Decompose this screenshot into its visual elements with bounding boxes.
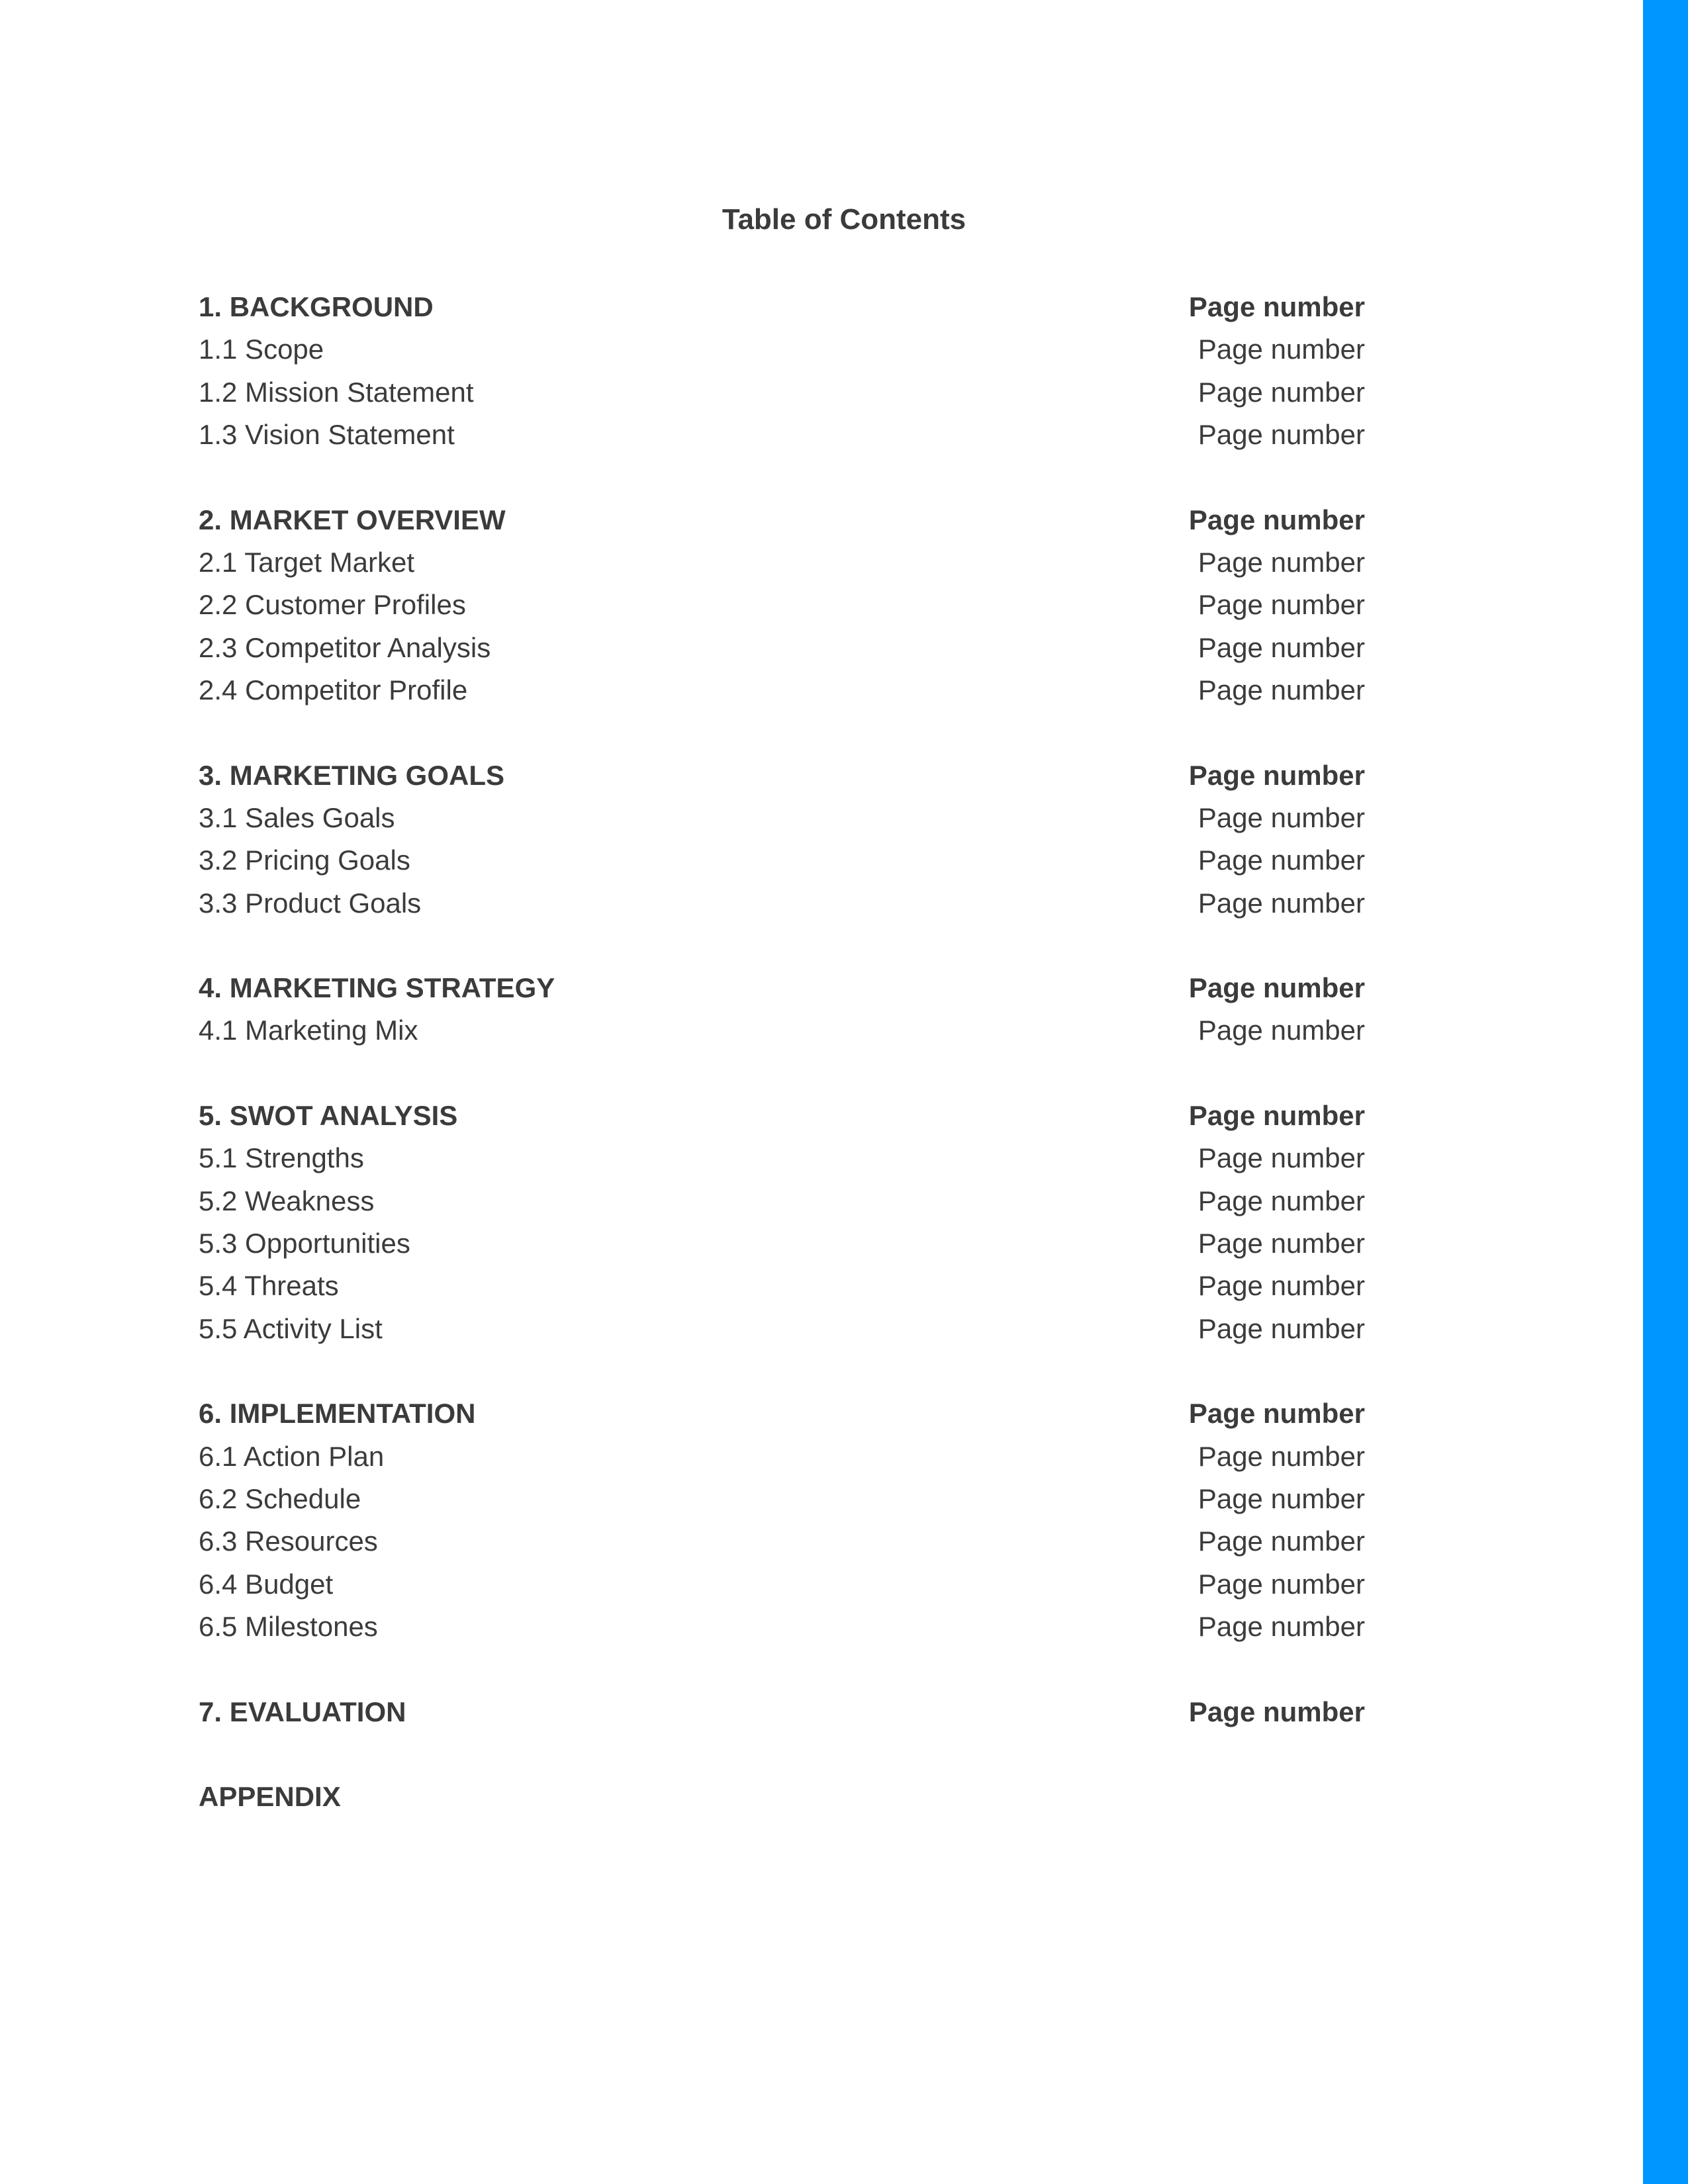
toc-entry[interactable] — [199, 1180, 1365, 1222]
accent-sidebar-bar — [1643, 0, 1688, 2184]
toc-entry[interactable] — [199, 797, 1365, 839]
toc-entry[interactable] — [199, 414, 1365, 456]
entry-label: 2.4 Competitor Profile — [199, 674, 468, 706]
entry-label: 5.3 Opportunities — [199, 1228, 410, 1259]
section-heading-label: 1. BACKGROUND — [199, 291, 434, 322]
entry-label: 5.1 Strengths — [199, 1142, 364, 1174]
page-title — [0, 199, 1688, 241]
toc-entry[interactable] — [199, 1265, 1365, 1307]
entry-label: 3.1 Sales Goals — [199, 801, 395, 833]
toc-section — [199, 1095, 1365, 1350]
toc-section — [199, 754, 1365, 925]
page-number: Page number — [1197, 1482, 1365, 1514]
entry-label: 1.1 Scope — [199, 334, 324, 365]
section-heading-label: 7. EVALUATION — [199, 1696, 406, 1727]
page-number: Page number — [1197, 844, 1365, 876]
toc-section-heading[interactable] — [199, 286, 1365, 328]
toc-section — [199, 1392, 1365, 1648]
page-number: Page number — [1197, 1525, 1365, 1557]
toc-entry[interactable] — [199, 882, 1365, 925]
page-number: Page number — [1197, 1270, 1365, 1302]
entry-label: 1.3 Vision Statement — [199, 419, 455, 451]
entry-label: 2.1 Target Market — [199, 546, 415, 578]
section-heading-label: 5. SWOT ANALYSIS — [199, 1099, 458, 1131]
section-heading-label: APPENDIX — [199, 1780, 341, 1812]
page-number: Page number — [1197, 1185, 1365, 1216]
toc-entry[interactable] — [199, 669, 1365, 711]
entry-label: 3.2 Pricing Goals — [199, 844, 410, 876]
entry-label: 3.3 Product Goals — [199, 887, 422, 919]
toc-section-heading[interactable] — [199, 1095, 1365, 1137]
toc-entry[interactable] — [199, 1137, 1365, 1179]
toc-section — [199, 1776, 1365, 1818]
toc-entry[interactable] — [199, 1478, 1365, 1520]
page-number: Page number — [1197, 546, 1365, 578]
page-number: Page number — [1197, 589, 1365, 621]
toc-section-heading[interactable] — [199, 1392, 1365, 1435]
section-heading-label: 3. MARKETING GOALS — [199, 759, 505, 791]
page-number: Page number — [1188, 759, 1365, 791]
page-number: Page number — [1197, 631, 1365, 663]
entry-label: 2.2 Customer Profiles — [199, 589, 466, 621]
page-number: Page number — [1188, 972, 1365, 1004]
toc-entry[interactable] — [199, 371, 1365, 414]
toc-section — [199, 286, 1365, 457]
page-number: Page number — [1197, 1015, 1365, 1046]
entry-label: 6.2 Schedule — [199, 1482, 361, 1514]
toc-entry[interactable] — [199, 1435, 1365, 1478]
page-number: Page number — [1197, 419, 1365, 451]
page-number: Page number — [1197, 801, 1365, 833]
entry-label: 6.4 Budget — [199, 1568, 334, 1600]
toc-entry[interactable] — [199, 1222, 1365, 1265]
toc-entry[interactable] — [199, 1606, 1365, 1648]
page-number: Page number — [1197, 334, 1365, 365]
section-heading-label: 4. MARKETING STRATEGY — [199, 972, 555, 1004]
table-of-contents — [199, 286, 1365, 1860]
page-number: Page number — [1197, 1440, 1365, 1472]
section-heading-label: 2. MARKET OVERVIEW — [199, 504, 506, 535]
page-number: Page number — [1197, 1312, 1365, 1344]
page-number: Page number — [1197, 376, 1365, 408]
toc-entry[interactable] — [199, 839, 1365, 882]
entry-label: 2.3 Competitor Analysis — [199, 631, 491, 663]
page-number: Page number — [1197, 1611, 1365, 1643]
entry-label: 5.5 Activity List — [199, 1312, 383, 1344]
toc-entry[interactable] — [199, 328, 1365, 371]
toc-section-heading[interactable] — [199, 967, 1365, 1009]
toc-section — [199, 967, 1365, 1052]
toc-entry[interactable] — [199, 541, 1365, 584]
page-title-text: Table of Contents — [722, 203, 966, 236]
page-number: Page number — [1197, 1228, 1365, 1259]
entry-label: 6.3 Resources — [199, 1525, 378, 1557]
toc-section-heading[interactable] — [199, 499, 1365, 541]
toc-section — [199, 499, 1365, 712]
toc-entry[interactable] — [199, 1520, 1365, 1563]
entry-label: 5.2 Weakness — [199, 1185, 375, 1216]
entry-label: 6.1 Action Plan — [199, 1440, 385, 1472]
toc-section-heading[interactable] — [199, 1691, 1365, 1733]
page-number: Page number — [1188, 1099, 1365, 1131]
page-number: Page number — [1197, 674, 1365, 706]
entry-label: 6.5 Milestones — [199, 1611, 378, 1643]
page-number: Page number — [1197, 1142, 1365, 1174]
toc-entry[interactable] — [199, 1009, 1365, 1052]
entry-label: 4.1 Marketing Mix — [199, 1015, 418, 1046]
page-number: Page number — [1197, 1568, 1365, 1600]
toc-section-heading[interactable] — [199, 1776, 1365, 1818]
toc-entry[interactable] — [199, 627, 1365, 669]
toc-section-heading[interactable] — [199, 754, 1365, 797]
section-heading-label: 6. IMPLEMENTATION — [199, 1398, 476, 1430]
toc-entry[interactable] — [199, 1563, 1365, 1606]
page-number: Page number — [1188, 504, 1365, 535]
entry-label: 1.2 Mission Statement — [199, 376, 474, 408]
page-number: Page number — [1188, 291, 1365, 322]
toc-entry[interactable] — [199, 584, 1365, 626]
page-number: Page number — [1188, 1696, 1365, 1727]
toc-entry[interactable] — [199, 1308, 1365, 1350]
entry-label: 5.4 Threats — [199, 1270, 339, 1302]
page-number: Page number — [1188, 1398, 1365, 1430]
toc-section — [199, 1691, 1365, 1733]
page-number: Page number — [1197, 887, 1365, 919]
